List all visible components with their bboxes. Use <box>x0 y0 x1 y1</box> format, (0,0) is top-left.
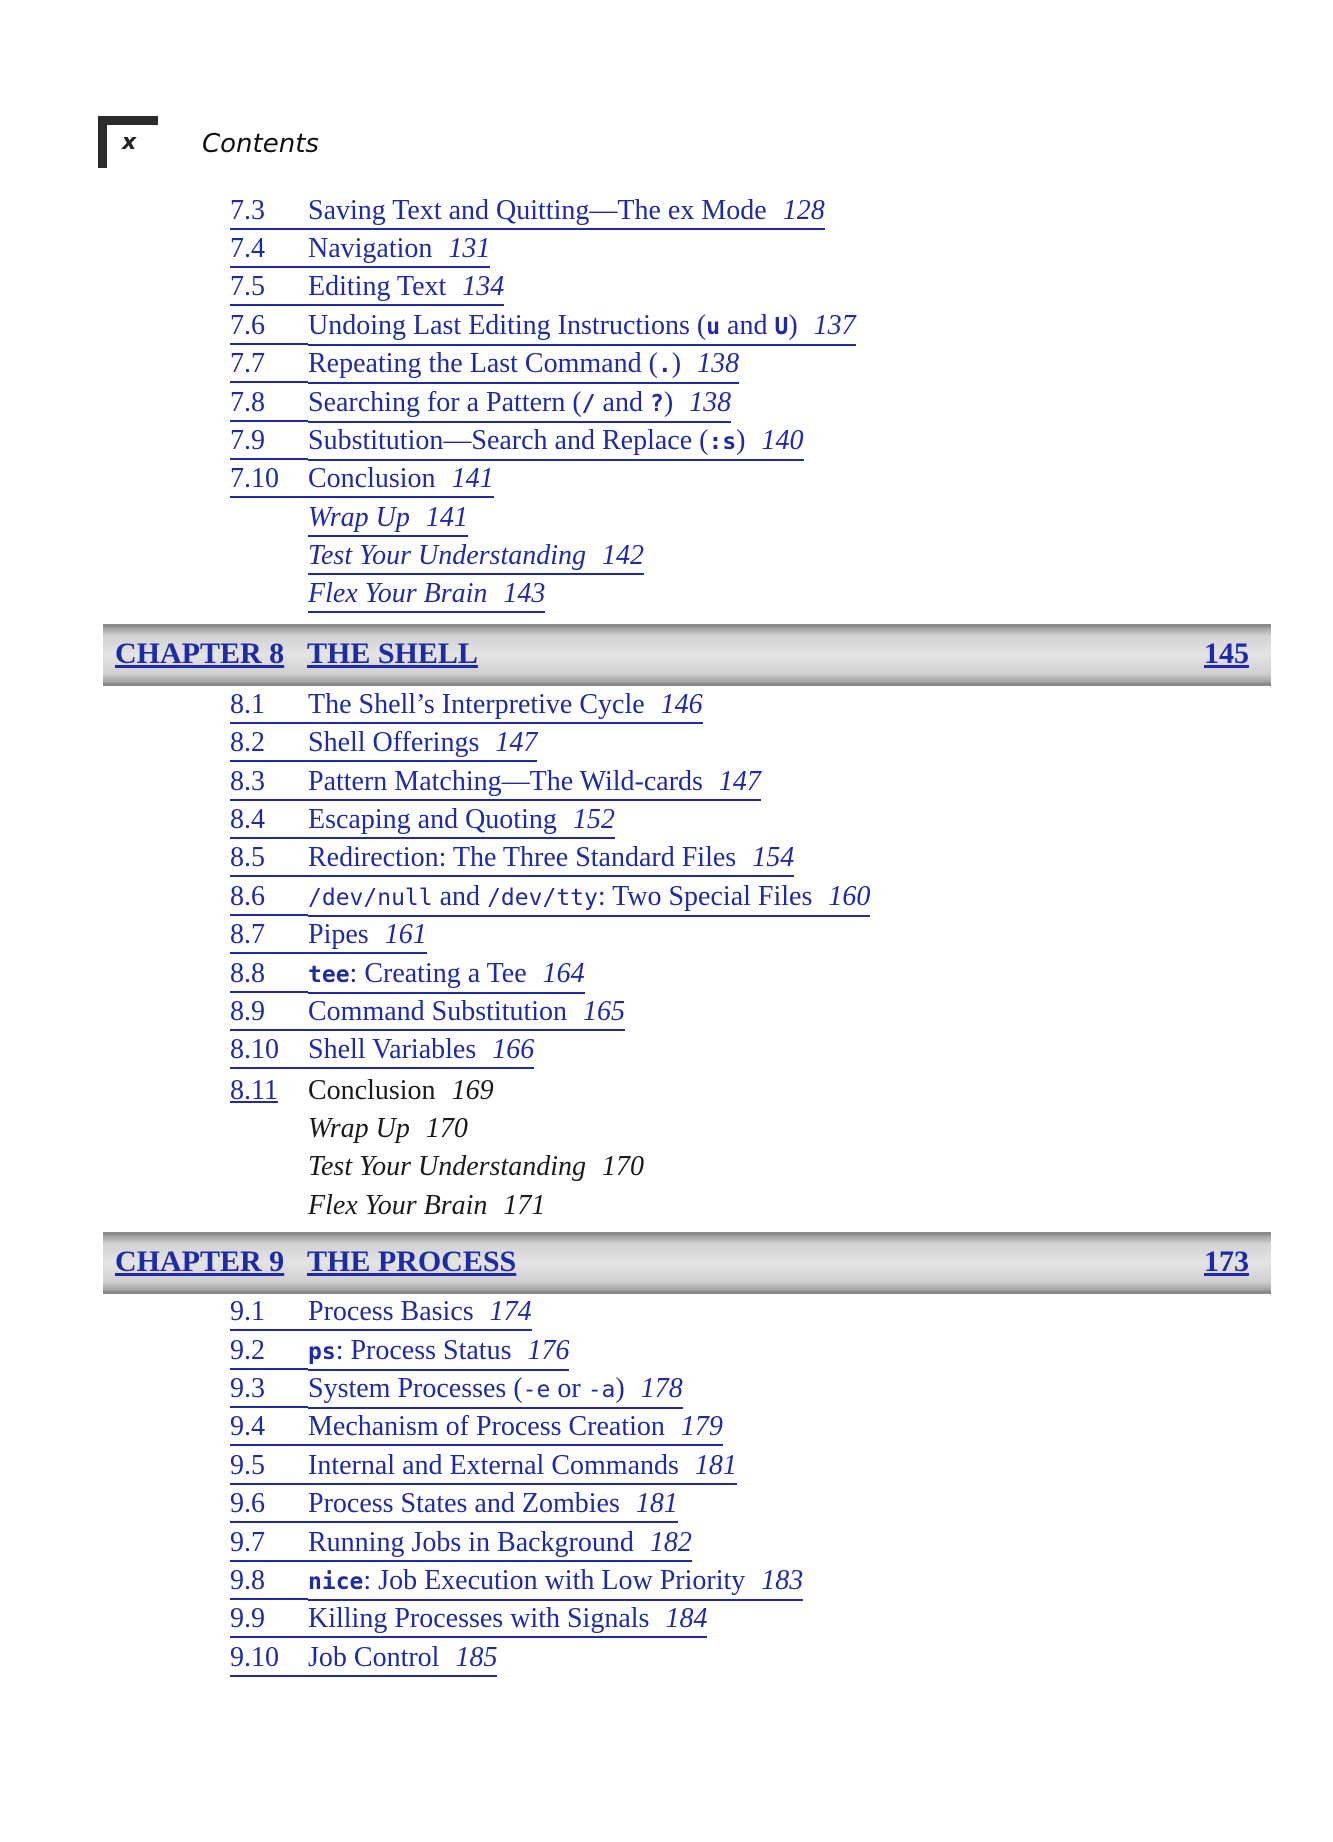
entry-conjunction: or <box>550 1373 588 1404</box>
entry-code: /dev/tty <box>487 885 598 911</box>
entry-title: Saving Text and Quitting—The ex Mode <box>308 195 767 226</box>
entry-number: 7.5 <box>230 270 308 306</box>
entry-page: 143 <box>503 578 546 609</box>
entry-number: 9.5 <box>230 1449 308 1485</box>
entry-title-tail: ) <box>671 348 682 379</box>
chapter-title: THE SHELL <box>307 637 478 670</box>
entry-title: Conclusion <box>308 463 436 494</box>
entry-title: Flex Your Brain <box>308 1190 488 1221</box>
entry-page: 138 <box>689 387 732 418</box>
entry-page: 169 <box>451 1075 494 1106</box>
entry-code: u <box>706 314 721 340</box>
entry-title: Redirection: The Three Standard Files <box>308 842 737 873</box>
entry-code: -e <box>522 1377 551 1403</box>
entry-number: 8.10 <box>230 1033 308 1069</box>
entry-title: Process Basics <box>308 1296 474 1327</box>
entry-page: 164 <box>542 958 585 989</box>
entry-title: Process States and Zombies <box>308 1488 620 1519</box>
entry-page: 137 <box>813 310 856 341</box>
entry-title: Test Your Understanding <box>308 540 587 571</box>
entry-number: 7.6 <box>230 309 308 345</box>
entry-page: 134 <box>462 271 505 302</box>
entry-title: Test Your Understanding <box>308 1151 587 1182</box>
entry-conjunction: and <box>595 387 650 418</box>
entry-page: 154 <box>752 842 795 873</box>
chapter-title: THE PROCESS <box>307 1245 517 1278</box>
entry-title: : Job Execution with Low Priority <box>363 1565 746 1596</box>
entry-number: 7.7 <box>230 347 308 383</box>
entry-title: Shell Offerings <box>308 727 480 758</box>
running-title: Contents <box>202 129 319 159</box>
chapter-page: 145 <box>1204 637 1249 670</box>
entry-title: Escaping and Quoting <box>308 804 557 835</box>
entry-number: 9.7 <box>230 1526 308 1562</box>
entry-code: ? <box>649 391 664 417</box>
entry-title: Navigation <box>308 233 433 264</box>
entry-conjunction: and <box>720 310 775 341</box>
entry-page: 179 <box>680 1411 723 1442</box>
chapter-label: CHAPTER 8 <box>115 637 285 670</box>
entry-title: Wrap Up <box>308 502 410 533</box>
entry-number: 7.9 <box>230 424 308 460</box>
entry-number: 9.9 <box>230 1602 308 1638</box>
entry-number: 7.8 <box>230 386 308 422</box>
entry-title: System Processes ( <box>308 1373 523 1404</box>
entry-number: 8.4 <box>230 803 308 839</box>
entry-code: / <box>581 391 596 417</box>
entry-number: 8.6 <box>230 880 308 916</box>
entry-page: 170 <box>602 1151 645 1182</box>
entry-page: 146 <box>660 689 703 720</box>
entry-title: : Creating a Tee <box>349 958 527 989</box>
entry-title: Searching for a Pattern ( <box>308 387 582 418</box>
entry-number: 7.10 <box>230 462 308 498</box>
entry-code: ps <box>308 1339 336 1365</box>
entry-number: 9.3 <box>230 1372 308 1408</box>
entry-number: 8.2 <box>230 726 308 762</box>
chapter-page: 173 <box>1204 1245 1249 1278</box>
entry-title: Flex Your Brain <box>308 578 488 609</box>
entry-title: Wrap Up <box>308 1113 410 1144</box>
entry-page: 178 <box>640 1373 683 1404</box>
entry-page: 176 <box>527 1335 570 1366</box>
entry-code: tee <box>308 962 350 988</box>
entry-title: Command Substitution <box>308 996 568 1027</box>
entry-title: Mechanism of Process Creation <box>308 1411 665 1442</box>
entry-title: The Shell’s Interpretive Cycle <box>308 689 645 720</box>
entry-page: 165 <box>583 996 626 1027</box>
entry-page: 161 <box>384 919 427 950</box>
entry-title-tail: ) <box>615 1373 625 1404</box>
entry-page: 141 <box>425 502 468 533</box>
entry-number: 9.4 <box>230 1410 308 1446</box>
entry-title: Conclusion <box>308 1075 436 1106</box>
entry-page: 174 <box>489 1296 532 1327</box>
page-header <box>98 116 418 168</box>
chapter-8-heading[interactable] <box>103 624 1271 686</box>
entry-title: Running Jobs in Background <box>308 1527 634 1558</box>
entry-page: 152 <box>572 804 615 835</box>
entry-title: Pipes <box>308 919 369 950</box>
entry-page: 171 <box>503 1190 546 1221</box>
chapter-label: CHAPTER 9 <box>115 1245 285 1278</box>
entry-number: 8.1 <box>230 688 308 724</box>
entry-page: 147 <box>718 766 761 797</box>
page-number: x <box>122 130 137 155</box>
entry-page: 166 <box>492 1034 535 1065</box>
entry-page: 138 <box>697 348 740 379</box>
chapter-9-heading[interactable] <box>103 1232 1271 1294</box>
entry-code: -a <box>587 1377 616 1403</box>
entry-conjunction: and <box>432 881 488 912</box>
entry-code: /dev/null <box>308 885 433 911</box>
entry-title: Substitution—Search and Replace ( <box>308 425 709 456</box>
entry-title: : Process Status <box>335 1335 512 1366</box>
entry-title: : Two Special Files <box>597 881 813 912</box>
entry-code: nice <box>308 1569 364 1595</box>
entry-number: 8.3 <box>230 765 308 801</box>
entry-code: U <box>774 314 789 340</box>
entry-code: . <box>657 352 672 378</box>
entry-number: 8.5 <box>230 841 308 877</box>
entry-number: 9.8 <box>230 1564 308 1600</box>
entry-number: 8.11 <box>230 1075 278 1106</box>
entry-page: 142 <box>602 540 645 571</box>
entry-page: 141 <box>451 463 494 494</box>
entry-number: 8.7 <box>230 918 308 954</box>
entry-title: Job Control <box>308 1642 440 1673</box>
entry-code: :s <box>708 429 737 455</box>
entry-title-tail: ) <box>663 387 674 418</box>
entry-page: 147 <box>495 727 538 758</box>
entry-title: Internal and External Commands <box>308 1450 679 1481</box>
entry-title: Pattern Matching—The Wild-cards <box>308 766 703 797</box>
entry-title-tail: ) <box>788 310 798 341</box>
entry-title: Undoing Last Editing Instructions ( <box>308 310 707 341</box>
entry-number: 8.8 <box>230 957 308 993</box>
entry-number: 9.1 <box>230 1295 308 1331</box>
entry-page: 140 <box>761 425 804 456</box>
entry-page: 128 <box>782 195 825 226</box>
entry-page: 185 <box>455 1642 498 1673</box>
entry-page: 181 <box>694 1450 737 1481</box>
entry-title-tail: ) <box>736 425 746 456</box>
entry-page: 160 <box>828 881 871 912</box>
entry-number: 9.10 <box>230 1641 308 1677</box>
entry-title: Shell Variables <box>308 1034 477 1065</box>
entry-number: 7.4 <box>230 232 308 268</box>
entry-number: 9.2 <box>230 1334 308 1370</box>
entry-page: 184 <box>665 1603 708 1634</box>
entry-title: Editing Text <box>308 271 447 302</box>
entry-page: 181 <box>635 1488 678 1519</box>
entry-title: Repeating the Last Command ( <box>308 348 658 379</box>
entry-page: 131 <box>448 233 491 264</box>
entry-page: 170 <box>425 1113 468 1144</box>
entry-page: 183 <box>761 1565 804 1596</box>
entry-page: 182 <box>649 1527 692 1558</box>
entry-number: 8.9 <box>230 995 308 1031</box>
entry-title: Killing Processes with Signals <box>308 1603 650 1634</box>
entry-number: 9.6 <box>230 1487 308 1523</box>
entry-number: 7.3 <box>230 194 308 230</box>
